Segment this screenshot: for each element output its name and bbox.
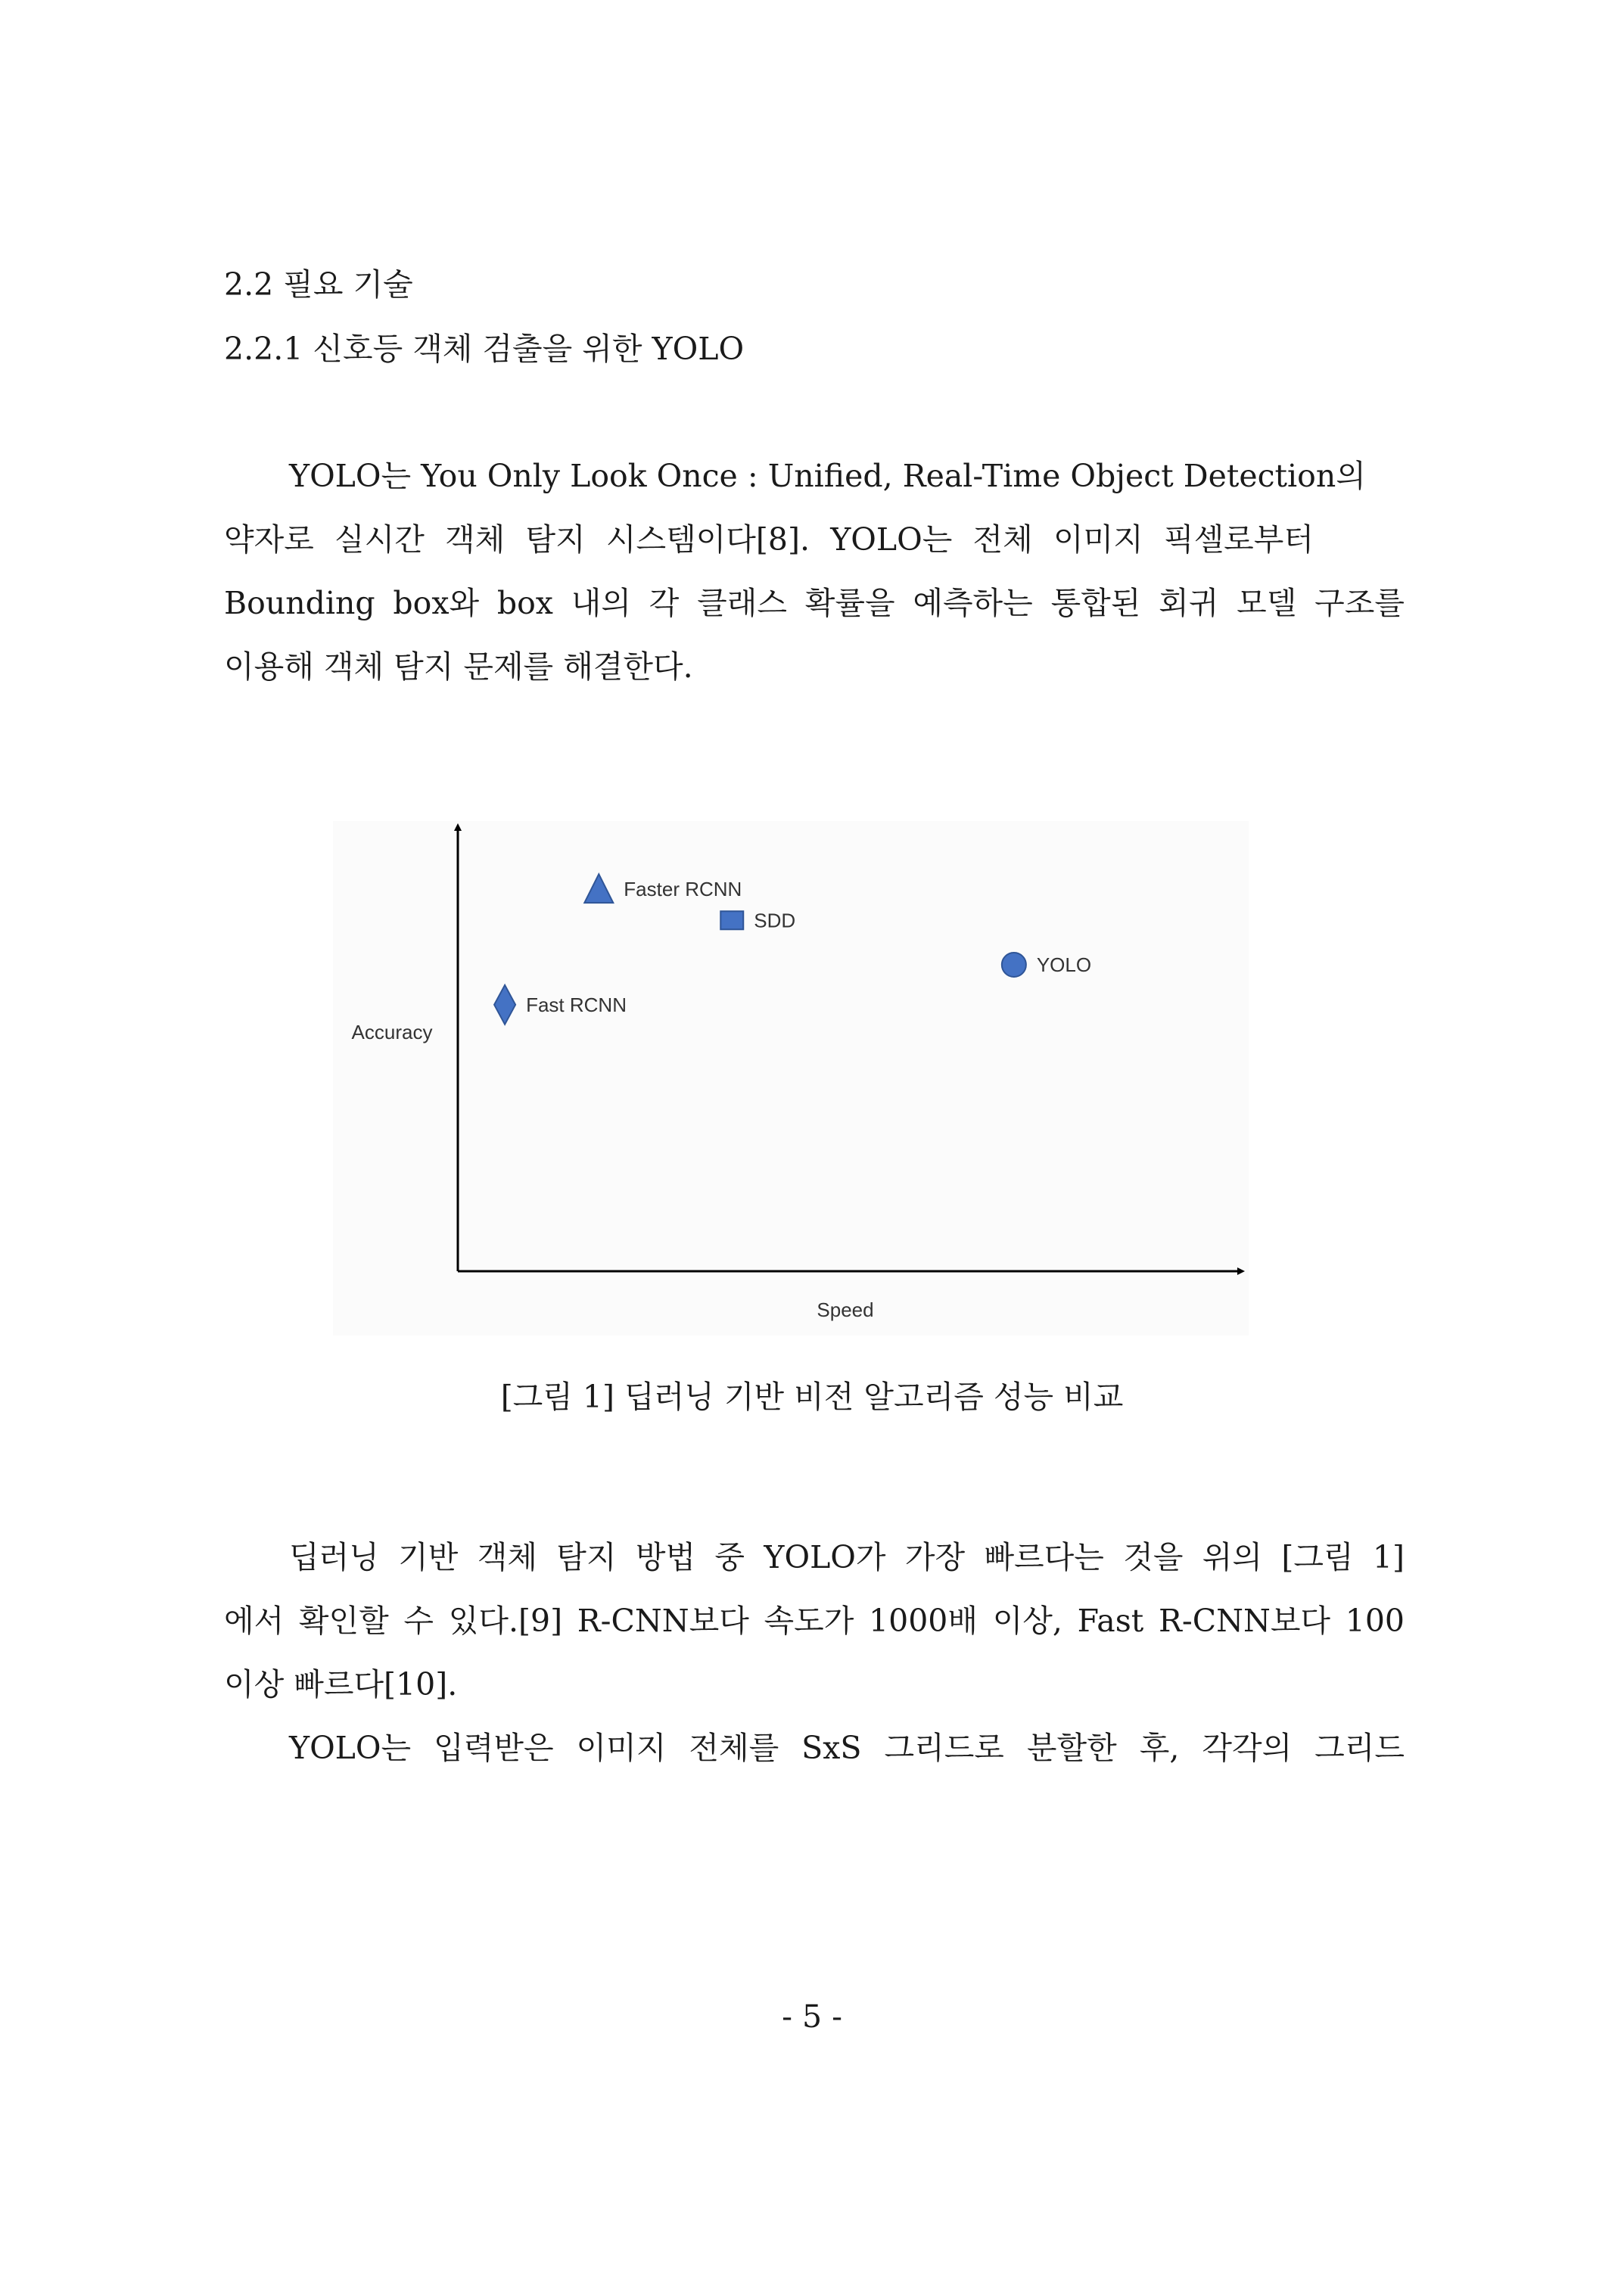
paragraph-line: Bounding box와 box 내의 각 클래스 확률을 예측하는 통합된 회귀 모델 구조를 xyxy=(224,585,1405,621)
chart-points xyxy=(494,874,1091,1025)
point-label-fast-rcnn: Fast RCNN xyxy=(526,993,627,1016)
paragraph-line: 약자로 실시간 객체 탐지 시스템이다[8]. YOLO는 전체 이미지 픽셀로부터 xyxy=(224,521,1314,558)
paragraph-line: 에서 확인할 수 있다.[9] R-CNN보다 속도가 1000배 이상, Fast R-CNN보다 100 xyxy=(224,1603,1405,1639)
point-label-yolo: YOLO xyxy=(1036,953,1092,976)
section-heading: 2.2 필요 기술 xyxy=(224,266,413,303)
figure-caption: [그림 1] 딥러닝 기반 비전 알고리즘 성능 비교 xyxy=(500,1379,1124,1415)
point-label-sdd: SDD xyxy=(754,909,796,932)
point-yolo xyxy=(1002,953,1026,977)
paragraph-line: 딥러닝 기반 객체 탐지 방법 중 YOLO가 가장 빠르다는 것을 위의 [그림 1] xyxy=(289,1539,1405,1575)
scatter-chart xyxy=(333,821,1249,1336)
subsection-heading: 2.2.1 신호등 객체 검출을 위한 YOLO xyxy=(224,331,745,367)
point-sdd xyxy=(720,911,743,929)
paragraph-line: YOLO는 입력받은 이미지 전체를 SxS 그리드로 분할한 후, 각각의 그리드 xyxy=(289,1730,1405,1766)
paragraph-line: 이상 빠르다[10]. xyxy=(224,1666,458,1703)
paragraph-line: YOLO는 You Only Look Once : Unified, Real-Time Object Detection의 xyxy=(289,458,1366,494)
y-axis-label: Accuracy xyxy=(351,1021,433,1043)
point-fast-rcnn xyxy=(494,985,515,1025)
x-axis-label: Speed xyxy=(817,1298,874,1321)
point-label-faster-rcnn: Faster RCNN xyxy=(624,878,742,901)
figure-chart xyxy=(333,821,1249,1336)
page-number: - 5 - xyxy=(782,1998,842,2035)
paragraph-line: 이용해 객체 탐지 문제를 해결한다. xyxy=(224,648,693,685)
point-faster-rcnn xyxy=(584,874,613,903)
